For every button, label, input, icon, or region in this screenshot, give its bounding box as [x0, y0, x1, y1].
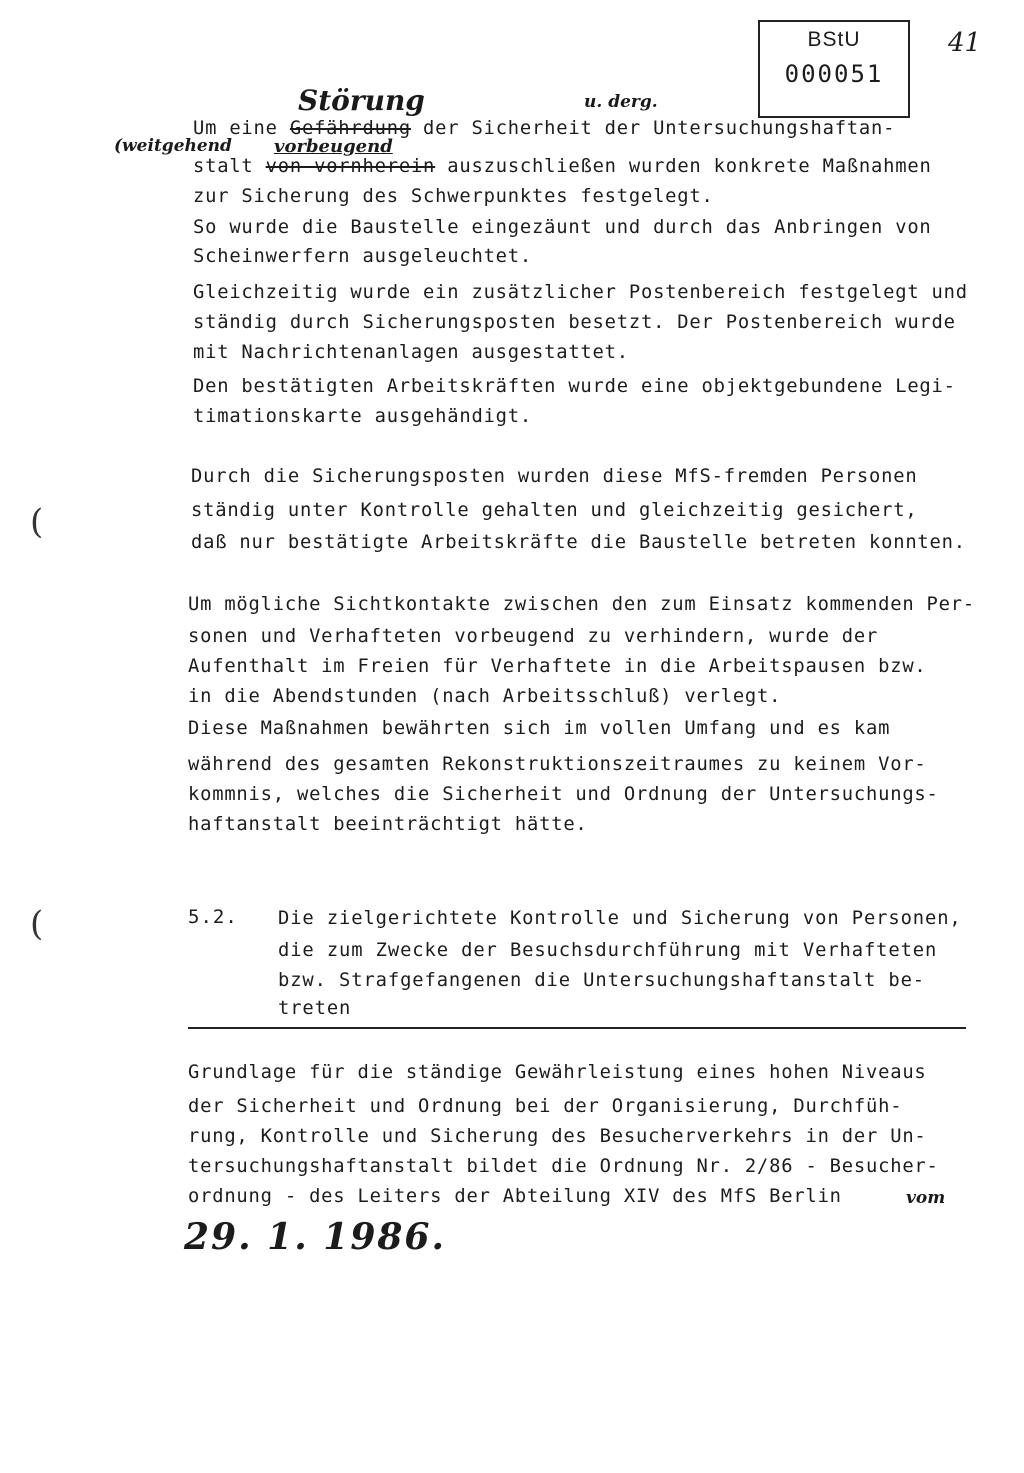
heading-line: treten — [278, 998, 352, 1019]
text-line: Um eine Gefährdung der Sicherheit der Untersuchungshaftan- — [193, 118, 896, 139]
text-line: während des gesamten Rekonstruktionszeitraumes zu keinem Vor- — [188, 754, 927, 775]
heading-line: Die zielgerichtete Kontrolle und Sicherung von Personen, — [278, 908, 962, 929]
text-line: tersuchungshaftanstalt bildet die Ordnung Nr. 2/86 - Besucher- — [188, 1156, 939, 1177]
text-line: der Sicherheit und Ordnung bei der Organisierung, Durchfüh- — [188, 1096, 903, 1117]
text-line: Gleichzeitig wurde ein zusätzlicher Postenbereich festgelegt und — [193, 282, 968, 303]
annotation-vom: vom — [906, 1188, 946, 1208]
text-line: So wurde die Baustelle eingezäunt und durch das Anbringen von — [193, 217, 932, 238]
annotation-u-dergl: u. derg. — [584, 92, 658, 112]
text-line: Aufenthalt im Freien für Verhaftete in die Arbeitspausen bzw. — [188, 656, 927, 677]
text-line: ständig unter Kontrolle gehalten und gleichzeitig gesichert, — [191, 500, 918, 521]
text-line: rung, Kontrolle und Sicherung des Besucherverkehrs in der Un- — [188, 1126, 927, 1147]
stamp-archive-label: BStU — [807, 28, 861, 51]
punch-hole-mark: ( — [30, 502, 44, 542]
text-line: Scheinwerfern ausgeleuchtet. — [193, 246, 533, 267]
text-line: timationskarte ausgehändigt. — [193, 406, 533, 427]
text-line: Diese Maßnahmen bewährten sich im vollen Umfang und es kam — [188, 718, 891, 739]
text-line: Durch die Sicherungsposten wurden diese MfS-fremden Personen — [191, 466, 918, 487]
heading-line: bzw. Strafgefangenen die Untersuchungshaftanstalt be- — [278, 970, 925, 991]
text-line: in die Abendstunden (nach Arbeitsschluß) verlegt. — [188, 686, 782, 707]
archive-stamp — [758, 20, 910, 118]
text-line: Den bestätigten Arbeitskräften wurde eine objektgebundene Legi- — [193, 376, 956, 397]
stamp-number: 000051 — [784, 60, 884, 88]
text-line: Um mögliche Sichtkontakte zwischen den zum Einsatz kommenden Per- — [188, 594, 975, 615]
text-line: ordnung - des Leiters der Abteilung XIV des MfS Berlin — [188, 1186, 842, 1207]
handwritten-page-number: 41 — [948, 28, 982, 58]
text-line: stalt von vornherein auszuschließen wurden konkrete Maßnahmen — [193, 156, 932, 177]
text-line: sonen und Verhafteten vorbeugend zu verhindern, wurde der — [188, 626, 879, 647]
heading-line: die zum Zwecke der Besuchsdurchführung mit Verhafteten — [278, 940, 938, 961]
text-line: haftanstalt beeinträchtigt hätte. — [188, 814, 588, 835]
annotation-vorbeugend: vorbeugend — [274, 136, 393, 157]
punch-hole-mark: ( — [30, 904, 44, 944]
text-line: mit Nachrichtenanlagen ausgestattet. — [193, 342, 629, 363]
annotation-weitgehend: (weitgehend — [114, 136, 232, 156]
text-line: ständig durch Sicherungsposten besetzt. Der Postenbereich wurde — [193, 312, 956, 333]
section-number: 5.2. — [188, 906, 238, 928]
text-line: zur Sicherung des Schwerpunktes festgelegt. — [193, 186, 714, 207]
heading-underline — [188, 1027, 966, 1029]
annotation-storung: Störung — [298, 84, 425, 117]
text-line: Grundlage für die ständige Gewährleistung eines hohen Niveaus — [188, 1062, 927, 1083]
text-line: kommnis, welches die Sicherheit und Ordnung der Untersuchungs- — [188, 784, 939, 805]
handwritten-date: 29. 1. 1986. — [184, 1216, 447, 1258]
text-line: daß nur bestätigte Arbeitskräfte die Baustelle betreten konnten. — [191, 532, 966, 553]
